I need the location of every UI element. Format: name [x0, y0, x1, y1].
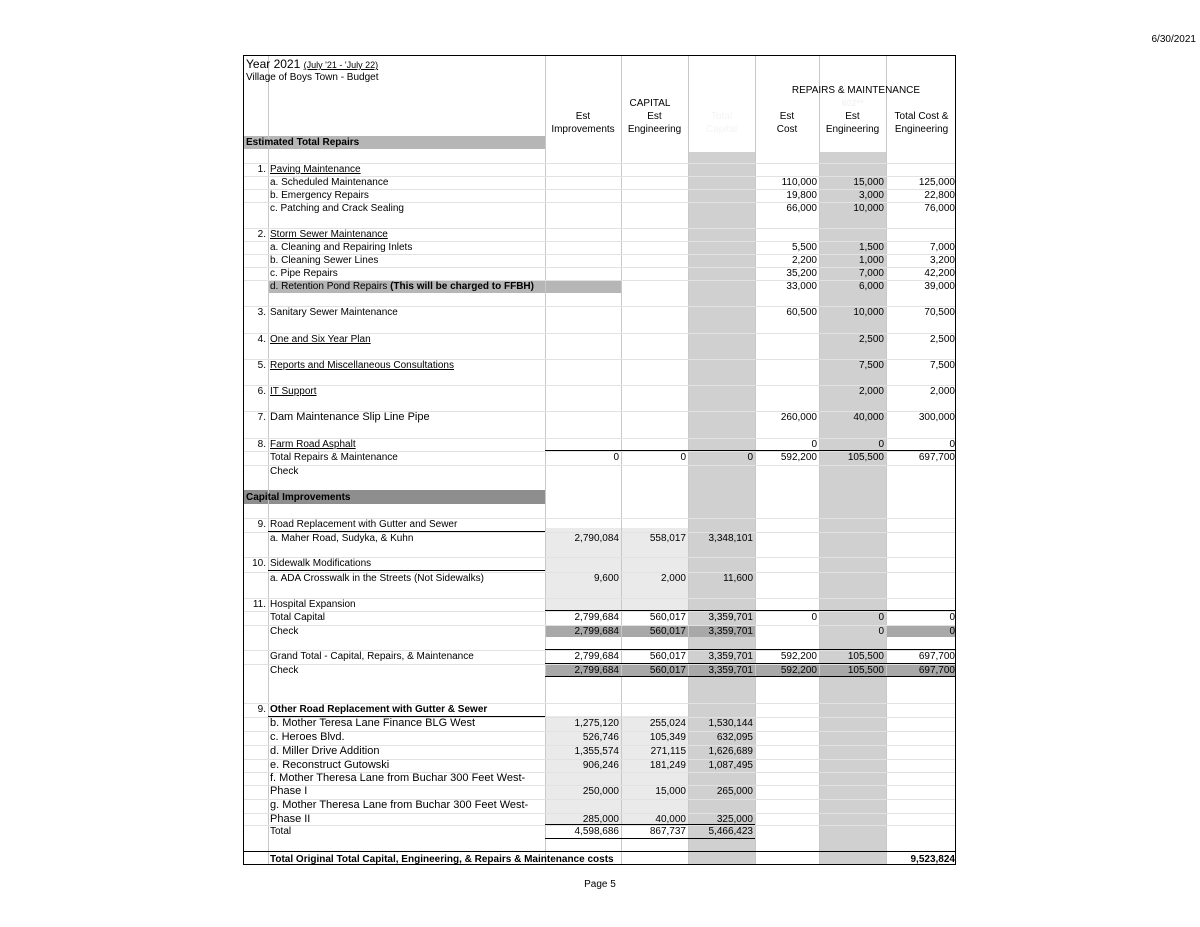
cell-rm-engineering: 1,000 [858, 255, 884, 266]
cell-total-cost: 7,000 [929, 242, 955, 253]
row-label-text: c. Heroes Blvd. [270, 731, 345, 743]
cell-total-capital: 3,348,101 [708, 533, 753, 544]
page-number: Page 5 [584, 879, 616, 890]
org-name: Village of Boys Town - Budget [246, 72, 379, 83]
row-label-text: b. Cleaning Sewer Lines [270, 255, 379, 266]
row-label-text: Check [270, 626, 299, 637]
row-label-text: Paving Maintenance [270, 164, 361, 175]
cell-improvements: 2,799,684 [574, 665, 619, 676]
cell-engineering: 558,017 [649, 533, 686, 544]
cell-engineering: 271,115 [650, 746, 686, 757]
cell-rm-engineering: 105,500 [847, 665, 884, 676]
row-label [270, 572, 484, 585]
account-code: 602** [841, 98, 864, 108]
cell-total-cost: 125,000 [918, 177, 955, 188]
row-number: 9. [257, 704, 266, 715]
cell-rm-engineering: 2,000 [858, 386, 884, 397]
col-rm-engineering-a: Est [845, 111, 860, 122]
row-label-text: g. Mother Theresa Lane from Buchar 300 Feet West- [270, 799, 529, 811]
capital-title: CAPITAL [629, 98, 671, 109]
section-repairs: Estimated Total Repairs [246, 137, 360, 148]
cell-improvements: 250,000 [582, 786, 619, 797]
cell-rm-engineering: 105,500 [847, 452, 884, 463]
cell-engineering: 560,017 [649, 626, 686, 637]
row-gridline [244, 465, 955, 466]
row-label [270, 799, 528, 812]
col-total-capital-a: Total [710, 111, 733, 122]
cell-total-capital: 265,000 [716, 786, 753, 797]
cell-improvements: 2,799,684 [574, 651, 619, 662]
row-label-text: Other Road Replacement with Gutter & Sewer [270, 704, 488, 715]
col-total-cost-a: Total Cost & [894, 111, 949, 122]
cell-est-cost: 2,200 [791, 255, 817, 266]
cell-est-cost: 0 [811, 612, 817, 623]
cell-improvements: 2,799,684 [574, 612, 619, 623]
row-label [270, 241, 412, 254]
row-number: 9. [257, 519, 266, 530]
cell-rm-engineering: 0 [878, 612, 884, 623]
cell-total-cost: 76,000 [924, 203, 955, 214]
cell-total-capital: 0 [747, 452, 753, 463]
cell-total-capital: 325,000 [716, 814, 753, 825]
cell-engineering: 181,249 [649, 760, 686, 771]
row-label-text: Check [270, 466, 299, 477]
col-total-cost-b: Engineering [894, 124, 949, 135]
row-label [270, 772, 525, 785]
cell-est-cost: 33,000 [786, 281, 817, 292]
cell-engineering: 2,000 [660, 573, 686, 584]
row-number: 8. [257, 439, 266, 450]
cell-total-cost: 7,500 [929, 360, 955, 371]
row-label [270, 717, 475, 730]
cell-total-cost: 300,000 [918, 412, 955, 423]
cell-improvements: 1,275,120 [574, 718, 619, 729]
cell-rm-engineering: 3,000 [858, 190, 884, 201]
cell-est-cost: 592,200 [780, 665, 817, 676]
cell-rm-engineering: 105,500 [847, 651, 884, 662]
row-label [270, 532, 413, 545]
row-label-text: c. Patching and Crack Sealing [270, 203, 404, 214]
cell-improvements: 906,246 [582, 760, 619, 771]
row-label [270, 280, 534, 293]
cell-total-capital: 3,359,701 [708, 651, 753, 662]
row-label [270, 176, 388, 189]
cell-est-cost: 60,500 [786, 307, 817, 318]
col-engineering-a: Est [647, 111, 662, 122]
cell-engineering: 255,024 [649, 718, 686, 729]
cell-rm-engineering: 7,500 [858, 360, 884, 371]
cell-est-cost: 19,800 [786, 190, 817, 201]
row-label-text: Storm Sewer Maintenance [270, 229, 388, 240]
cell-total-capital: 3,359,701 [708, 626, 753, 637]
cell-est-cost: 66,000 [786, 203, 817, 214]
cell-engineering: 15,000 [655, 786, 686, 797]
row-label [270, 557, 371, 570]
row-label-text: e. Reconstruct Gutowski [270, 759, 390, 771]
budget-sheet [243, 55, 956, 865]
row-label [270, 189, 369, 202]
cell-total-cost: 2,500 [929, 334, 955, 345]
cell-total-capital: 1,626,689 [708, 746, 753, 757]
grand-total-value: 9,523,824 [910, 854, 955, 865]
col-total-capital-b: Capital [705, 124, 738, 135]
cell-rm-engineering: 7,000 [858, 268, 884, 279]
row-label [270, 438, 356, 451]
cell-rm-engineering: 0 [878, 439, 884, 450]
row-label [270, 598, 356, 611]
row-number: 3. [257, 307, 266, 318]
row-label-text: f. Mother Theresa Lane from Buchar 300 Feet West- [270, 772, 526, 784]
row-label [270, 228, 388, 241]
row-label [270, 333, 371, 346]
row-label-text: Total Capital [270, 612, 326, 623]
row-label-text: Sanitary Sewer Maintenance [270, 307, 398, 318]
row-label-note: (This will be charged to FFBH) [390, 281, 534, 292]
section-capital: Capital Improvements [246, 492, 351, 503]
row-label-text: One and Six Year Plan [270, 334, 371, 345]
row-label-text: Hospital Expansion [270, 599, 356, 610]
print-date: 6/30/2021 [1151, 34, 1196, 45]
row-label-text: Phase II [270, 813, 311, 825]
cell-total-capital: 3,359,701 [708, 665, 753, 676]
cell-engineering: 560,017 [649, 665, 686, 676]
cell-total-cost: 0 [949, 439, 955, 450]
other-total-rule-2 [545, 838, 755, 839]
row-label [270, 759, 389, 772]
row-label [270, 731, 345, 744]
cell-rm-engineering: 40,000 [853, 412, 884, 423]
row-number: 1. [257, 164, 266, 175]
cell-improvements: 2,790,084 [574, 533, 619, 544]
col-cost-b: Cost [776, 124, 798, 135]
cell-est-cost: 110,000 [781, 177, 817, 188]
cell-engineering: 40,000 [655, 814, 686, 825]
row-label [270, 518, 457, 531]
row-label-text: b. Emergency Repairs [270, 190, 369, 201]
col-improvements-b: Improvements [551, 124, 615, 135]
capital-rule-2 [268, 570, 545, 571]
row-label [270, 254, 378, 267]
cell-improvements: 0 [613, 452, 619, 463]
footer-rule [244, 851, 956, 852]
row-number: 6. [257, 386, 266, 397]
cell-engineering: 0 [680, 452, 686, 463]
cell-improvements: 2,799,684 [574, 626, 619, 637]
cell-total-cost: 697,700 [918, 452, 955, 463]
row-number: 5. [257, 360, 266, 371]
cell-total-cost: 697,700 [918, 651, 955, 662]
row-label-text: Grand Total - Capital, Repairs, & Maintenance [270, 651, 474, 662]
row-label [270, 411, 430, 424]
cell-rm-engineering: 6,000 [858, 281, 884, 292]
cell-rm-engineering: 10,000 [853, 203, 884, 214]
row-label-text: a. ADA Crosswalk in the Streets (Not Sidewalks) [270, 573, 484, 584]
row-label-text: d. Retention Pond Repairs [270, 281, 388, 292]
cell-total-cost: 3,200 [929, 255, 955, 266]
row-number: 2. [257, 229, 266, 240]
row-label-text: Farm Road Asphalt [270, 439, 356, 450]
cell-total-capital: 11,600 [723, 573, 753, 584]
row-label-text: Dam Maintenance Slip Line Pipe [270, 411, 430, 423]
col-rm-engineering-b: Engineering [825, 124, 880, 135]
cell-improvements: 285,000 [582, 814, 619, 825]
row-label [270, 465, 298, 478]
cell-est-cost: 35,200 [786, 268, 817, 279]
cell-total-cost: 42,200 [924, 268, 955, 279]
row-label [270, 825, 291, 838]
year-label: Year 2021 [246, 57, 301, 71]
col-cost-a: Est [779, 111, 795, 122]
row-label-text: Phase I [270, 785, 308, 797]
row-label [270, 306, 398, 319]
row-label-text: b. Mother Teresa Lane Finance BLG West [270, 717, 476, 729]
row-label-text: d. Miller Drive Addition [270, 745, 380, 757]
cell-total-cost: 697,700 [918, 665, 955, 676]
cell-total-cost: 22,800 [924, 190, 955, 201]
row-label-text: Total Repairs & Maintenance [270, 452, 398, 463]
cell-total-capital: 1,087,495 [708, 760, 753, 771]
cell-est-cost: 260,000 [780, 412, 817, 423]
row-label-text: Check [270, 665, 299, 676]
cell-improvements: 1,355,574 [574, 746, 619, 757]
row-label [270, 650, 474, 663]
cell-total-cost: 2,000 [929, 386, 955, 397]
cell-est-cost: 592,200 [780, 452, 817, 463]
row-label-text: a. Maher Road, Sudyka, & Kuhn [270, 533, 414, 544]
cell-engineering: 560,017 [649, 651, 686, 662]
cell-engineering: 867,737 [649, 826, 686, 837]
row-label [270, 785, 307, 798]
cell-improvements: 526,746 [582, 732, 619, 743]
row-label [270, 625, 298, 638]
row-label [270, 451, 398, 464]
cell-rm-engineering: 2,500 [858, 334, 884, 345]
cell-total-cost: 70,500 [924, 307, 955, 318]
cell-rm-engineering: 10,000 [853, 307, 884, 318]
row-number: 11. [252, 599, 266, 610]
cell-total-cost: 39,000 [924, 281, 955, 292]
row-label-text: a. Cleaning and Repairing Inlets [270, 242, 413, 253]
row-label-text: c. Pipe Repairs [270, 268, 338, 279]
cell-rm-engineering: 0 [878, 626, 884, 637]
row-label [270, 359, 454, 372]
row-number: 4. [257, 334, 266, 345]
row-number: 7. [257, 412, 266, 423]
cell-engineering: 560,017 [649, 612, 686, 623]
cell-total-cost: 0 [949, 626, 955, 637]
row-label [270, 267, 338, 280]
row-label-text: Reports and Miscellaneous Consultations [270, 360, 454, 371]
row-label-text: Sidewalk Modifications [270, 558, 372, 569]
row-label [270, 703, 487, 716]
row-label-text: Road Replacement with Gutter and Sewer [270, 519, 458, 530]
cell-est-cost: 0 [811, 439, 817, 450]
cell-total-cost: 0 [949, 612, 955, 623]
cell-rm-engineering: 1,500 [858, 242, 884, 253]
row-label [270, 385, 317, 398]
cell-rm-engineering: 15,000 [853, 177, 884, 188]
col-engineering-b: Engineering [627, 124, 682, 135]
row-label [270, 202, 404, 215]
row-label-text: Total [270, 826, 292, 837]
row-label [270, 745, 379, 758]
cell-total-capital: 1,530,144 [708, 718, 753, 729]
year-title [246, 58, 378, 71]
repairs-title: REPAIRS & MAINTENANCE [791, 85, 921, 96]
grand-total-label: Total Original Total Capital, Engineering, & Repairs & Maintenance costs [270, 854, 614, 865]
cell-improvements: 4,598,686 [574, 826, 619, 837]
row-label [270, 664, 298, 677]
cell-total-capital: 632,095 [716, 732, 753, 743]
cell-engineering: 105,349 [649, 732, 686, 743]
cell-est-cost: 592,200 [780, 651, 817, 662]
row-number: 10. [252, 558, 266, 569]
row-label-text: a. Scheduled Maintenance [270, 177, 389, 188]
year-range: (July '21 - 'July 22) [303, 60, 379, 70]
col-improvements-a: Est [575, 111, 591, 122]
cell-total-capital: 5,466,423 [708, 826, 753, 837]
row-label-text: IT Support [270, 386, 317, 397]
cell-total-capital: 3,359,701 [708, 612, 753, 623]
row-label [270, 611, 325, 624]
row-label [270, 163, 361, 176]
cell-est-cost: 5,500 [791, 242, 817, 253]
cell-improvements: 9,600 [593, 573, 619, 584]
